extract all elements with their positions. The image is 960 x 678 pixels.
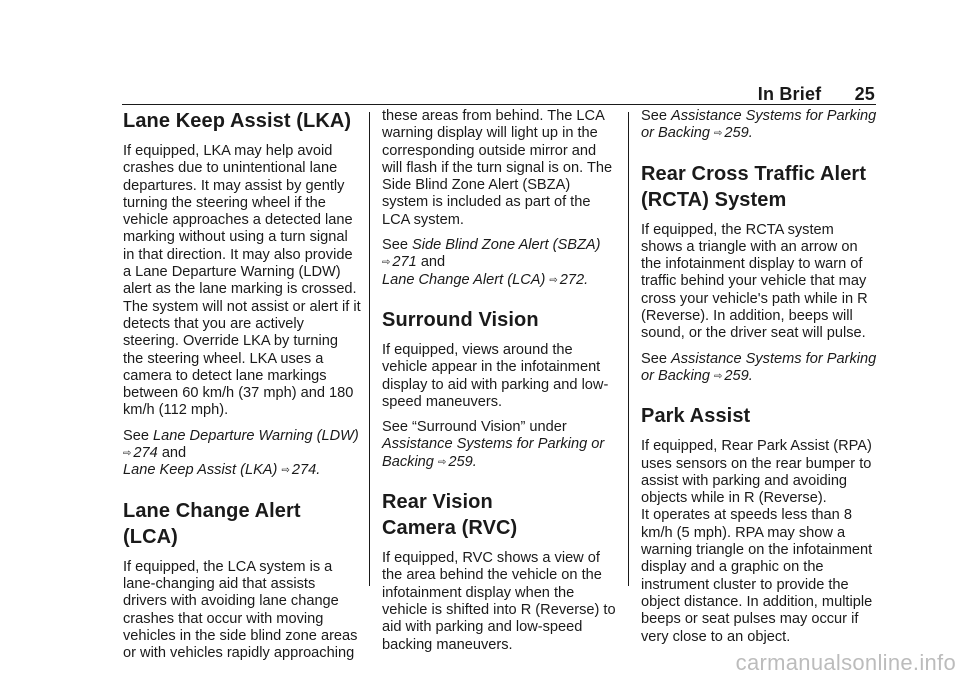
lka-see-also: See Lane Departure Warning (LDW) ⇨ 274 and Lane Keep Assist (LKA) ⇨ 274. — [123, 427, 359, 479]
rvc-heading: Rear Vision Camera (RVC) — [382, 491, 518, 540]
lca-ref-sbza-page[interactable]: 271 — [392, 254, 417, 271]
page-header — [758, 84, 875, 105]
page-ref-arrow-icon: ⇨ — [382, 257, 391, 269]
lka-ref-ldw-page[interactable]: 274 — [133, 445, 158, 462]
section-title: In Brief — [757, 84, 822, 104]
column-divider-1 — [369, 112, 370, 586]
watermark-text: carmanualsonline.info — [735, 650, 956, 675]
rvc-body: If equipped, RVC shows a view of the area behind the vehicle on the infotainment display when the vehicle is shifted into R (Reverse) to aid with parking and low-speed backing maneuvers. — [382, 550, 616, 653]
surround-ref-parking-page[interactable]: 259. — [448, 453, 477, 470]
lca-ref-sbza[interactable]: Side Blind Zone Alert (SBZA) — [412, 237, 601, 254]
page-ref-arrow-icon: ⇨ — [714, 370, 723, 382]
rvc-ref-parking[interactable]: Assistance Systems for Parking or Backing — [641, 108, 877, 142]
lca-body-continued: these areas from behind. The LCA warning display will light up in the corresponding outside mirror and will flash if the turn signal is on. The Side Blind Zone Alert (SBZA) system is included as part of the LCA system. — [382, 108, 613, 228]
lka-ref-lka[interactable]: Lane Keep Assist (LKA) — [123, 462, 278, 479]
park-assist-body-2: It operates at speeds less than 8 km/h (5 mph). RPA may show a warning triangle on the infotainment display and a graphic on the instrument cluster to provide the object distance. In addition, multiple beeps or seat pulses may occur if very close to an object. — [641, 507, 873, 645]
lka-heading: Lane Keep Assist (LKA) — [123, 110, 352, 132]
lca-ref-lca[interactable]: Lane Change Alert (LCA) — [382, 271, 546, 288]
column-divider-2 — [628, 112, 629, 586]
page-ref-arrow-icon: ⇨ — [281, 465, 290, 477]
column-3 — [641, 108, 879, 654]
page-ref-arrow-icon: ⇨ — [437, 456, 447, 468]
rvc-ref-parking-page[interactable]: 259. — [724, 125, 753, 142]
header-rule — [122, 104, 876, 105]
lca-ref-lca-page[interactable]: 272. — [559, 271, 589, 288]
column-1 — [123, 108, 361, 670]
park-assist-body-1: If equipped, Rear Park Assist (RPA) uses sensors on the rear bumper to assist with parking and avoiding objects while in R (Reverse). — [641, 438, 872, 507]
column-2 — [382, 108, 620, 662]
page-ref-arrow-icon: ⇨ — [549, 274, 558, 286]
rcta-heading: Rear Cross Traffic Alert (RCTA) System — [641, 162, 867, 211]
rvc-see-also: See Assistance Systems for Parking or Backing ⇨ 259. — [641, 108, 877, 142]
lca-heading: Lane Change Alert (LCA) — [123, 499, 301, 548]
rcta-ref-parking-page[interactable]: 259. — [724, 367, 753, 384]
page-number: 25 — [854, 84, 875, 104]
lca-body: If equipped, the LCA system is a lane-changing aid that assists drivers with avoiding lane change crashes that occur with moving vehicles in the side blind zone areas or with vehicles rapidly approaching — [123, 558, 358, 662]
rcta-body: If equipped, the RCTA system shows a triangle with an arrow on the infotainment display to warn of traffic behind your vehicle that may cross your vehicle's path while in R (Reverse). In addition, beeps will sound, or the driver seat will pulse. — [641, 221, 868, 342]
lca-see-also: See Side Blind Zone Alert (SBZA) ⇨ 271 and Lane Change Alert (LCA) ⇨ 272. — [382, 237, 601, 288]
lka-body: If equipped, LKA may help avoid crashes due to unintentional lane departures. It may assist by gently turning the steering wheel if the vehicle approaches a detected lane marking without using a turn signal in that direction. It may also provide a Lane Departure Warning (LDW) alert as the lane marking is crossed. The system will not assist or alert if it detects that you are actively steering. Override LKA by turning the steering wheel. LKA uses a camera to detect lane markings between 60 km/h (37 mph) and 180 km/h (112 mph). — [123, 143, 361, 419]
rcta-ref-parking[interactable]: Assistance Systems for Parking or Backing — [641, 350, 877, 384]
page-ref-arrow-icon: ⇨ — [714, 128, 723, 140]
surround-vision-see-also: See “Surround Vision” under Assistance Systems for Parking or Backing ⇨ 259. — [382, 419, 605, 470]
surround-ref-parking[interactable]: Assistance Systems for Parking or Backing — [382, 436, 605, 470]
rcta-see-also: See Assistance Systems for Parking or Backing ⇨ 259. — [641, 350, 877, 384]
page-ref-arrow-icon: ⇨ — [123, 448, 132, 460]
surround-vision-heading: Surround Vision — [382, 308, 539, 331]
surround-vision-body: If equipped, views around the vehicle appear in the infotainment display to aid with parking and low-speed maneuvers. — [382, 341, 609, 410]
lka-ref-lka-page[interactable]: 274. — [291, 462, 321, 479]
park-assist-heading: Park Assist — [641, 405, 751, 428]
lka-ref-ldw[interactable]: Lane Departure Warning (LDW) — [153, 427, 359, 444]
